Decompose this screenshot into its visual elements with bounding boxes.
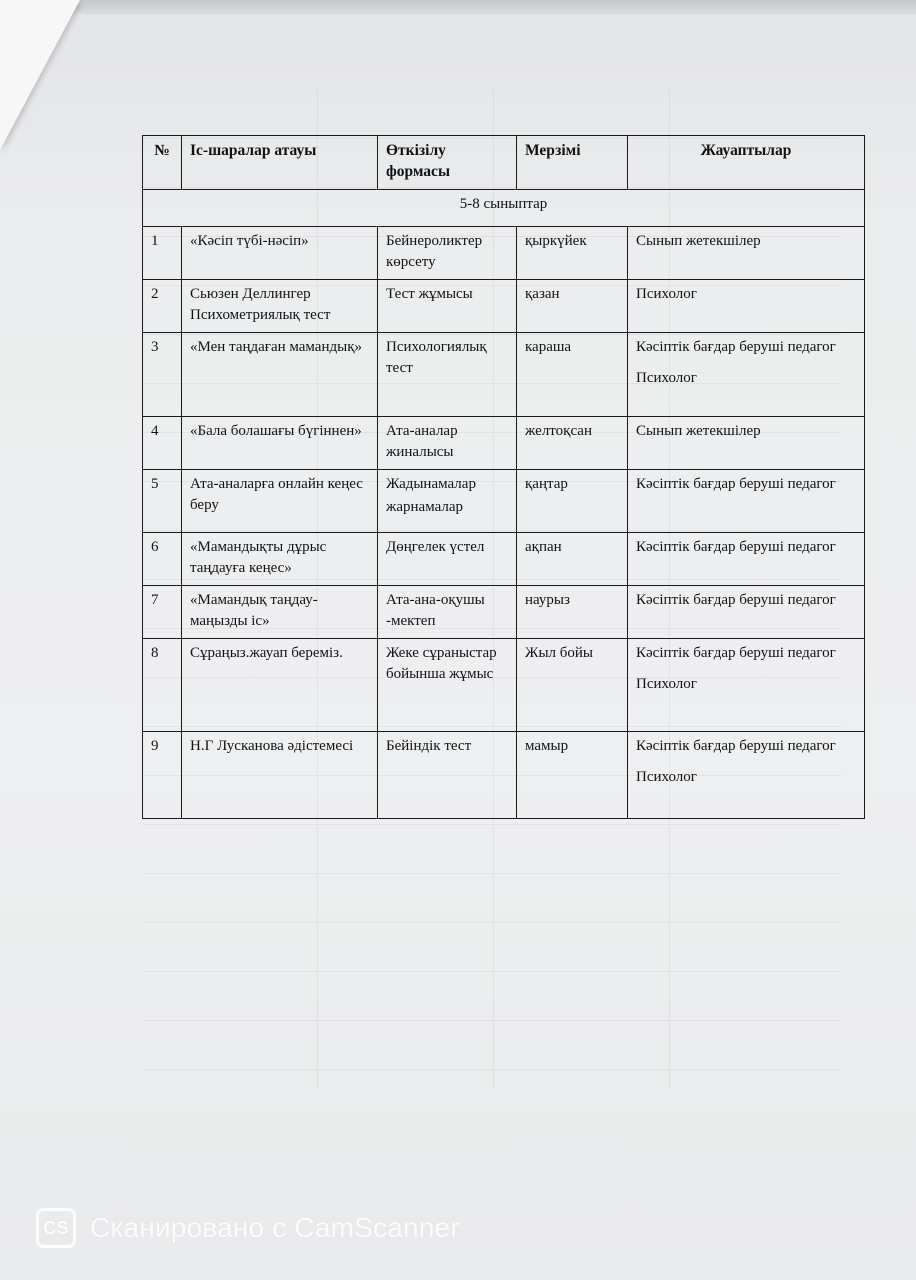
row-event-name: «Кәсіп түбі-нәсіп»	[182, 227, 378, 280]
group-label: 5-8 сыныптар	[143, 190, 865, 227]
row-form: Дөңгелек үстел	[378, 533, 517, 586]
row-form: Ата-аналар жиналысы	[378, 417, 517, 470]
row-form: Бейіндік тест	[378, 732, 517, 819]
header-number: №	[143, 136, 182, 190]
row-date: Жыл бойы	[517, 639, 628, 732]
row-number: 1	[143, 227, 182, 280]
table-row	[143, 227, 865, 280]
row-form-secondary: жарнамалар	[386, 499, 464, 515]
row-date: қазан	[517, 280, 628, 333]
row-form: Психологиялық тест	[378, 333, 517, 417]
row-responsible: Кәсіптік бағдар беруші педагог	[628, 470, 865, 533]
row-date: желтоқсан	[517, 417, 628, 470]
camscanner-watermark	[36, 1207, 460, 1249]
watermark-text: Сканировано с CamScanner	[90, 1212, 460, 1243]
row-responsible-cell	[628, 732, 865, 819]
row-responsible: Психолог	[628, 280, 865, 333]
row-form: Тест жұмысы	[378, 280, 517, 333]
row-date: қыркүйек	[517, 227, 628, 280]
row-event-name: «Мамандық таңдау-маңызды іс»	[182, 586, 378, 639]
row-date: наурыз	[517, 586, 628, 639]
row-date: мамыр	[517, 732, 628, 819]
table-row	[143, 732, 865, 819]
row-event-name: Ата-аналарға онлайн кеңес беру	[182, 470, 378, 533]
row-event-name: «Мамандықты дұрыс таңдауға кеңес»	[182, 533, 378, 586]
row-event-name: «Мен таңдаған мамандық»	[182, 333, 378, 417]
table-row	[143, 533, 865, 586]
row-responsible: Кәсіптік бағдар беруші педагог	[628, 586, 865, 639]
table-row	[143, 280, 865, 333]
row-responsible: Кәсіптік бағдар беруші педагог	[636, 339, 836, 355]
row-date: ақпан	[517, 533, 628, 586]
row-form: Жеке сұраныстар бойынша жұмыс	[378, 639, 517, 732]
table-row	[143, 417, 865, 470]
row-form: Жадынамалар	[386, 476, 476, 492]
row-number: 7	[143, 586, 182, 639]
header-responsible: Жауаптылар	[628, 136, 865, 190]
row-form-cell	[378, 470, 517, 533]
row-form: Ата-ана-оқушы -мектеп	[378, 586, 517, 639]
row-number: 9	[143, 732, 182, 819]
row-number: 6	[143, 533, 182, 586]
row-responsible: Кәсіптік бағдар беруші педагог	[628, 533, 865, 586]
row-responsible-secondary: Психолог	[636, 370, 697, 386]
header-date: Мерзімі	[517, 136, 628, 190]
row-event-name: Н.Г Лусканова әдістемесі	[182, 732, 378, 819]
row-event-name: Сұраңыз.жауап береміз.	[182, 639, 378, 732]
table-row	[143, 333, 865, 417]
table-body	[143, 190, 865, 819]
row-responsible: Сынып жетекшілер	[628, 417, 865, 470]
table-header-row	[143, 136, 865, 190]
row-responsible-cell	[628, 639, 865, 732]
table-row	[143, 639, 865, 732]
row-number: 2	[143, 280, 182, 333]
row-number: 4	[143, 417, 182, 470]
row-form: Бейнероликтер көрсету	[378, 227, 517, 280]
header-event-name: Іс-шаралар атауы	[182, 136, 378, 190]
row-date: қаңтар	[517, 470, 628, 533]
group-row	[143, 190, 865, 227]
row-number: 5	[143, 470, 182, 533]
row-responsible: Кәсіптік бағдар беруші педагог	[636, 645, 836, 661]
row-responsible-cell	[628, 333, 865, 417]
table-row	[143, 470, 865, 533]
row-number: 8	[143, 639, 182, 732]
row-responsible-secondary: Психолог	[636, 676, 697, 692]
row-event-name: Сьюзен Деллингер Психометриялық тест	[182, 280, 378, 333]
row-number: 3	[143, 333, 182, 417]
row-responsible: Сынып жетекшілер	[628, 227, 865, 280]
page-top-edge	[70, 0, 916, 14]
row-event-name: «Бала болашағы бүгіннен»	[182, 417, 378, 470]
camscanner-logo-icon: CS	[36, 1208, 76, 1248]
row-responsible-secondary: Психолог	[636, 769, 697, 785]
row-date: караша	[517, 333, 628, 417]
table-row	[143, 586, 865, 639]
header-form: Өткізілу формасы	[378, 136, 517, 190]
row-responsible: Кәсіптік бағдар беруші педагог	[636, 738, 836, 754]
folded-corner	[0, 0, 80, 150]
events-table	[142, 135, 865, 819]
